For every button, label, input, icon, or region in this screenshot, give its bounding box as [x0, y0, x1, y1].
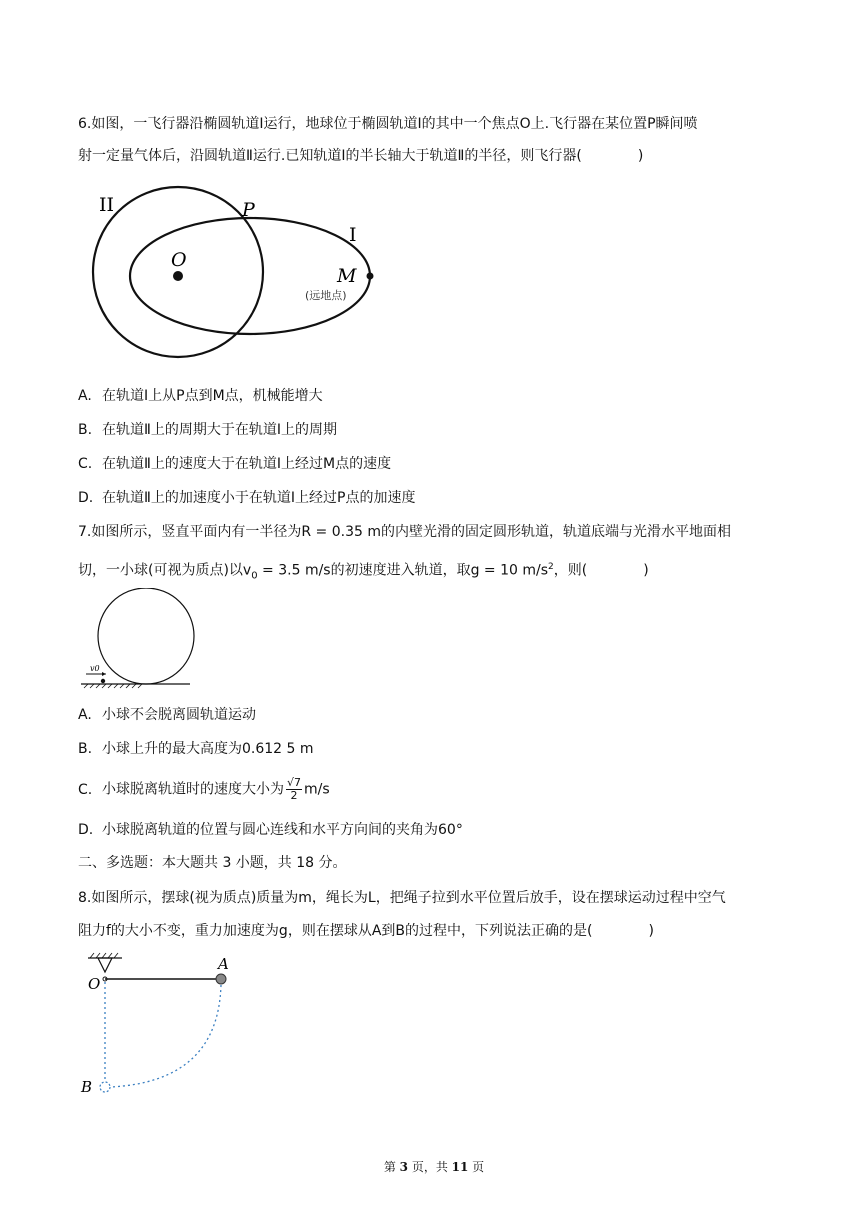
- q8-stem-line1: 8.如图所示，摆球(视为质点)质量为m，绳长为L，把绳子拉到水平位置后放手，设在摆球运动过程中空气: [78, 890, 726, 906]
- ceiling-hatch: [90, 953, 118, 958]
- option-text: 小球上升的最大高度为0.612 5 m: [102, 741, 314, 757]
- pivot-support: [98, 958, 112, 972]
- q6-orbit-figure: [85, 185, 385, 365]
- option-key: A.: [78, 707, 92, 723]
- option-text: 小球不会脱离圆轨道运动: [102, 707, 256, 723]
- q8-stem-line2: 阻力f的大小不变，重力加速度为g，则在摆球从A到B的过程中，下列说法正确的是( ): [78, 923, 654, 939]
- label-B: B: [81, 1078, 93, 1096]
- q7-option-d: [78, 820, 463, 840]
- q8-pendulum-figure: [78, 952, 248, 1102]
- q7-stem-line2: 切，一小球(可视为质点)以$v_0 = 3.5$ m/s的初速度进入轨道，取g = 10 $m/s^2$，则( ): [78, 562, 649, 582]
- option-text: 在轨道Ⅰ上从P点到M点，机械能增大: [102, 388, 323, 404]
- fraction: $\frac{√7}{2}$: [287, 776, 302, 802]
- circular-track: [98, 588, 194, 684]
- ball-position-b: [100, 1082, 110, 1092]
- q7-option-c: C. 小球脱离轨道时的速度大小为 $\frac{√7}{2}$ m/s: [78, 776, 330, 802]
- page-number: 3: [399, 1160, 408, 1174]
- option-key: B.: [78, 422, 93, 438]
- option-text: 小球脱离轨道的位置与圆心连线和水平方向间的夹角为60°: [102, 822, 463, 838]
- option-text: 小球脱离轨道时的速度大小为: [102, 781, 284, 798]
- page-total: 11: [451, 1160, 469, 1174]
- option-key: C.: [78, 456, 93, 472]
- label-O: O: [171, 249, 187, 271]
- q6-option-d: [78, 488, 415, 508]
- q6-stem-line2: 射一定量气体后，沿圆轨道Ⅱ运行.已知轨道Ⅰ的半长轴大于轨道Ⅱ的半径，则飞行器( ): [78, 148, 644, 164]
- option-key: D.: [78, 490, 94, 506]
- q7-option-a: [78, 705, 256, 725]
- page-footer: 第 3 页，共 11 页: [383, 1160, 485, 1174]
- option-text: 在轨道Ⅱ上的周期大于在轨道Ⅰ上的周期: [102, 422, 338, 438]
- q6-stem-line1: 6.如图，一飞行器沿椭圆轨道Ⅰ运行，地球位于椭圆轨道Ⅰ的其中一个焦点O上.飞行器在某位置P瞬间喷: [78, 116, 698, 132]
- pendulum-ball: [216, 974, 226, 984]
- q7-stem-line1: 7.如图所示，竖直平面内有一半径为R = 0.35 m的内壁光滑的固定圆形轨道，轨道底端与光滑水平地面相: [78, 524, 731, 540]
- option-key: B.: [78, 741, 93, 757]
- label-apogee: (远地点): [305, 289, 347, 302]
- option-text: 在轨道Ⅱ上的速度大于在轨道Ⅰ上经过M点的速度: [102, 456, 392, 472]
- label-II: II: [99, 194, 115, 216]
- earth-focus-dot: [173, 271, 183, 281]
- q6-option-b: [78, 420, 337, 440]
- label-A: A: [218, 955, 229, 973]
- q7-option-b: [78, 739, 314, 759]
- option-text: 在轨道Ⅱ上的加速度小于在轨道Ⅰ上经过P点的加速度: [102, 490, 416, 506]
- arc-path-dashed: [110, 985, 221, 1087]
- option-key: A.: [78, 388, 92, 404]
- q7-loop-figure: [78, 588, 203, 690]
- label-M: M: [337, 265, 357, 287]
- section-heading: 二、多选题：本大题共 3 小题，共 18 分。: [78, 855, 347, 871]
- option-key: C.: [78, 781, 93, 798]
- apogee-dot: [367, 273, 374, 280]
- q6-option-a: [78, 386, 323, 406]
- label-P: P: [242, 199, 255, 221]
- label-v0: v0: [90, 664, 100, 673]
- label-O: O: [88, 975, 101, 993]
- ball-dot: [101, 679, 105, 683]
- label-I: I: [349, 224, 357, 246]
- option-key: D.: [78, 822, 94, 838]
- q6-option-c: [78, 454, 391, 474]
